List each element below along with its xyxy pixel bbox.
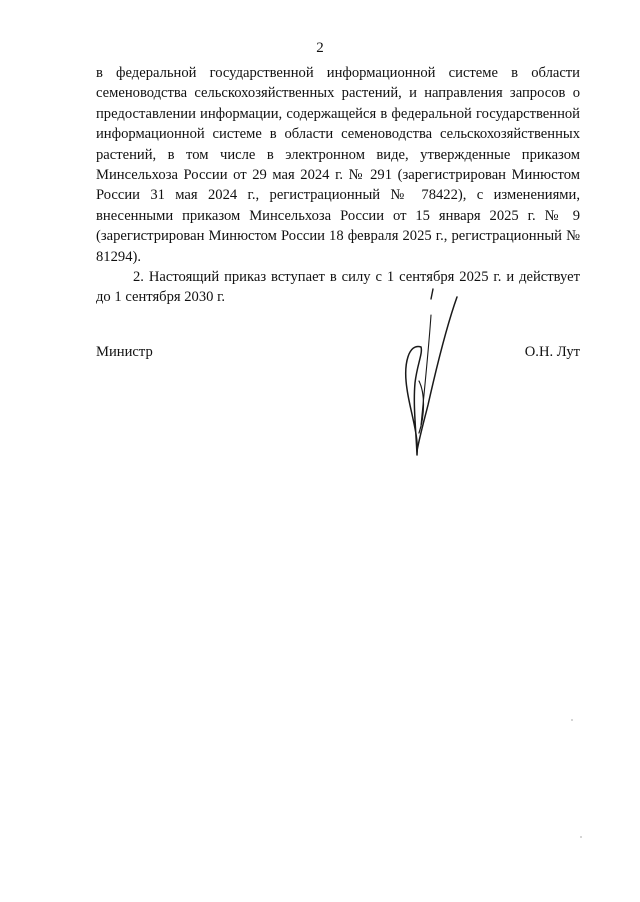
handwritten-signature bbox=[395, 285, 465, 460]
scan-speck bbox=[571, 719, 573, 721]
scan-speck bbox=[580, 836, 582, 838]
document-body bbox=[96, 63, 580, 308]
page-number: 2 bbox=[316, 40, 324, 56]
paragraph-continuation: в федеральной государственной информационной системе в области семеноводства сельскохозяйственных растений, и направления запросов о предоставлении информации, содержащейся в федеральной государственной информационной системе в области семеноводства сельскохозяйственных растений, в том числе в электронном виде, утвержденные приказом Минсельхоза России от 29 мая 2024 г. № 291 (зарегистрирован Минюстом России 31 мая 2024 г., регистрационный № 78422), с изменениями, внесенными приказом Минсельхоза России от 15 января 2025 г. № 9 (зарегистрирован Минюстом России 18 февраля 2025 г., регистрационный № 81294). bbox=[96, 65, 580, 265]
paragraph-effective-date: 2. Настоящий приказ вступает в силу с 1 сентября 2025 г. и действует до 1 сентября 2030 г. bbox=[96, 269, 580, 306]
signatory-name: О.Н. Лут bbox=[524, 344, 580, 360]
signatory-position: Министр bbox=[96, 344, 153, 360]
